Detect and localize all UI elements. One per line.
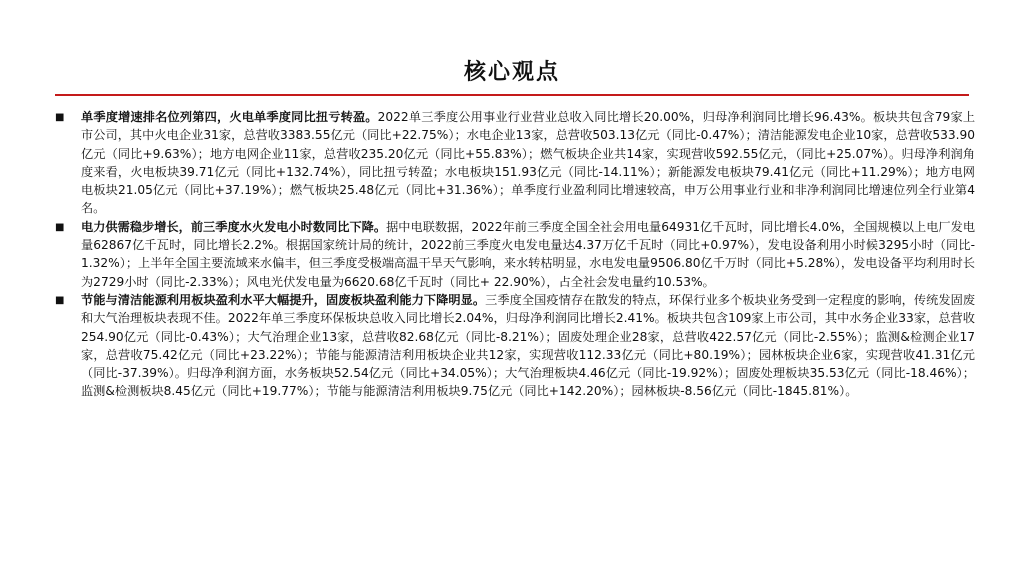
key-point-3 bbox=[55, 291, 975, 401]
key-point-body: 三季度全国疫情存在散发的特点，环保行业多个板块业务受到一定程度的影响，传统发固废和大气治理板块表现不佳。2022年单三季度环保板块总收入同比增长2.04%，归母净利润同比增长2.41%。板块共包含109家上市公司，其中水务企业33家，总营收254.90亿元（同比-0.43%）；大气治理企业13家，总营收82.68亿元（同比-8.21%）；固废处理企业28家，总营收422.57亿元（同比-2.55%）；监测&检测企业17家，总营收75.42亿元（同比+23.22%）；节能与能源清洁利用板块企业共12家，实现营收112.33亿元（同比+80.19%）；园林板块企业6家，实现营收41.31亿元（同比-37.39%）。归母净利润方面，水务板块52.54亿元（同比+34.05%）；大气治理板块4.46亿元（同比-19.92%）；固废处理板块35.53亿元（同比-18.46%）；监测&检测板块8.45亿元（同比+19.77%）；节能与能源清洁利用板块9.75亿元（同比+142.20%）；园林板块-8.56亿元（同比-1845.81%）。 bbox=[81, 292, 976, 399]
key-point-body: 2022单三季度公用事业行业营业总收入同比增长20.00%，归母净利润同比增长96.43%。板块共包含79家上市公司，其中火电企业31家，总营收3383.55亿元（同比+22.75%）；水电企业13家，总营收503.13亿元（同比-0.47%）；清洁能源发电企业10家，总营收533.90亿元（同比+9.63%）；地方电网企业11家，总营收235.20亿元（同比+55.83%）；燃气板块企业共14家，实现营收592.55亿元，（同比+25.07%）。归母净利润角度来看，火电板块39.71亿元（同比+132.74%），同比扭亏转盈；水电板块151.93亿元（同比-14.11%）；新能源发电板块79.41亿元（同比+11.29%）；地方电网电板块21.05亿元（同比+37.19%）；燃气板块25.48亿元（同比+31.36%）；单季度行业盈利同比增速较高，申万公用事业行业和非净利润同比增速位列全行业第4名。 bbox=[81, 110, 976, 216]
title-divider bbox=[55, 94, 969, 96]
key-point-heading: 电力供需稳步增长，前三季度水火发电小时数同比下降。 bbox=[81, 219, 387, 234]
key-point-1 bbox=[55, 108, 975, 218]
key-point-paragraph bbox=[81, 218, 975, 291]
black-square-icon: ■ bbox=[55, 294, 65, 306]
key-point-body: 据中电联数据，2022年前三季度全国全社会用电量64931亿千瓦时，同比增长4.0%，全国规模以上电厂发电量62867亿千瓦时，同比增长2.2%。根据国家统计局的统计，2022前三季度火电发电量达4.37万亿千瓦时（同比+0.97%），发电设备利用小时候3295小时（同比-1.32%）；上半年全国主要流域来水偏丰，但三季度受极端高温干旱天气影响，来水转枯明显，水电发电量9506.80亿千万时（同比+5.28%），发电设备平均利用时长为2729小时（同比-2.33%）；风电光伏发电量为6620.68亿千瓦时（同比+ 22.90%），占全社会发电量约10.53%。 bbox=[81, 219, 976, 289]
key-point-2 bbox=[55, 218, 975, 291]
page-title: 核心观点 bbox=[463, 59, 560, 85]
key-points-list bbox=[55, 108, 975, 401]
black-square-icon: ■ bbox=[55, 112, 65, 123]
key-point-paragraph bbox=[81, 108, 975, 218]
key-point-heading: 节能与清洁能源利用板块盈利水平大幅提升，固废板块盈利能力下降明显。 bbox=[81, 292, 486, 307]
key-point-paragraph bbox=[81, 291, 975, 401]
black-square-icon: ■ bbox=[55, 221, 65, 233]
key-point-heading: 单季度增速排名位列第四，火电单季度同比扭亏转盈。 bbox=[81, 110, 378, 124]
